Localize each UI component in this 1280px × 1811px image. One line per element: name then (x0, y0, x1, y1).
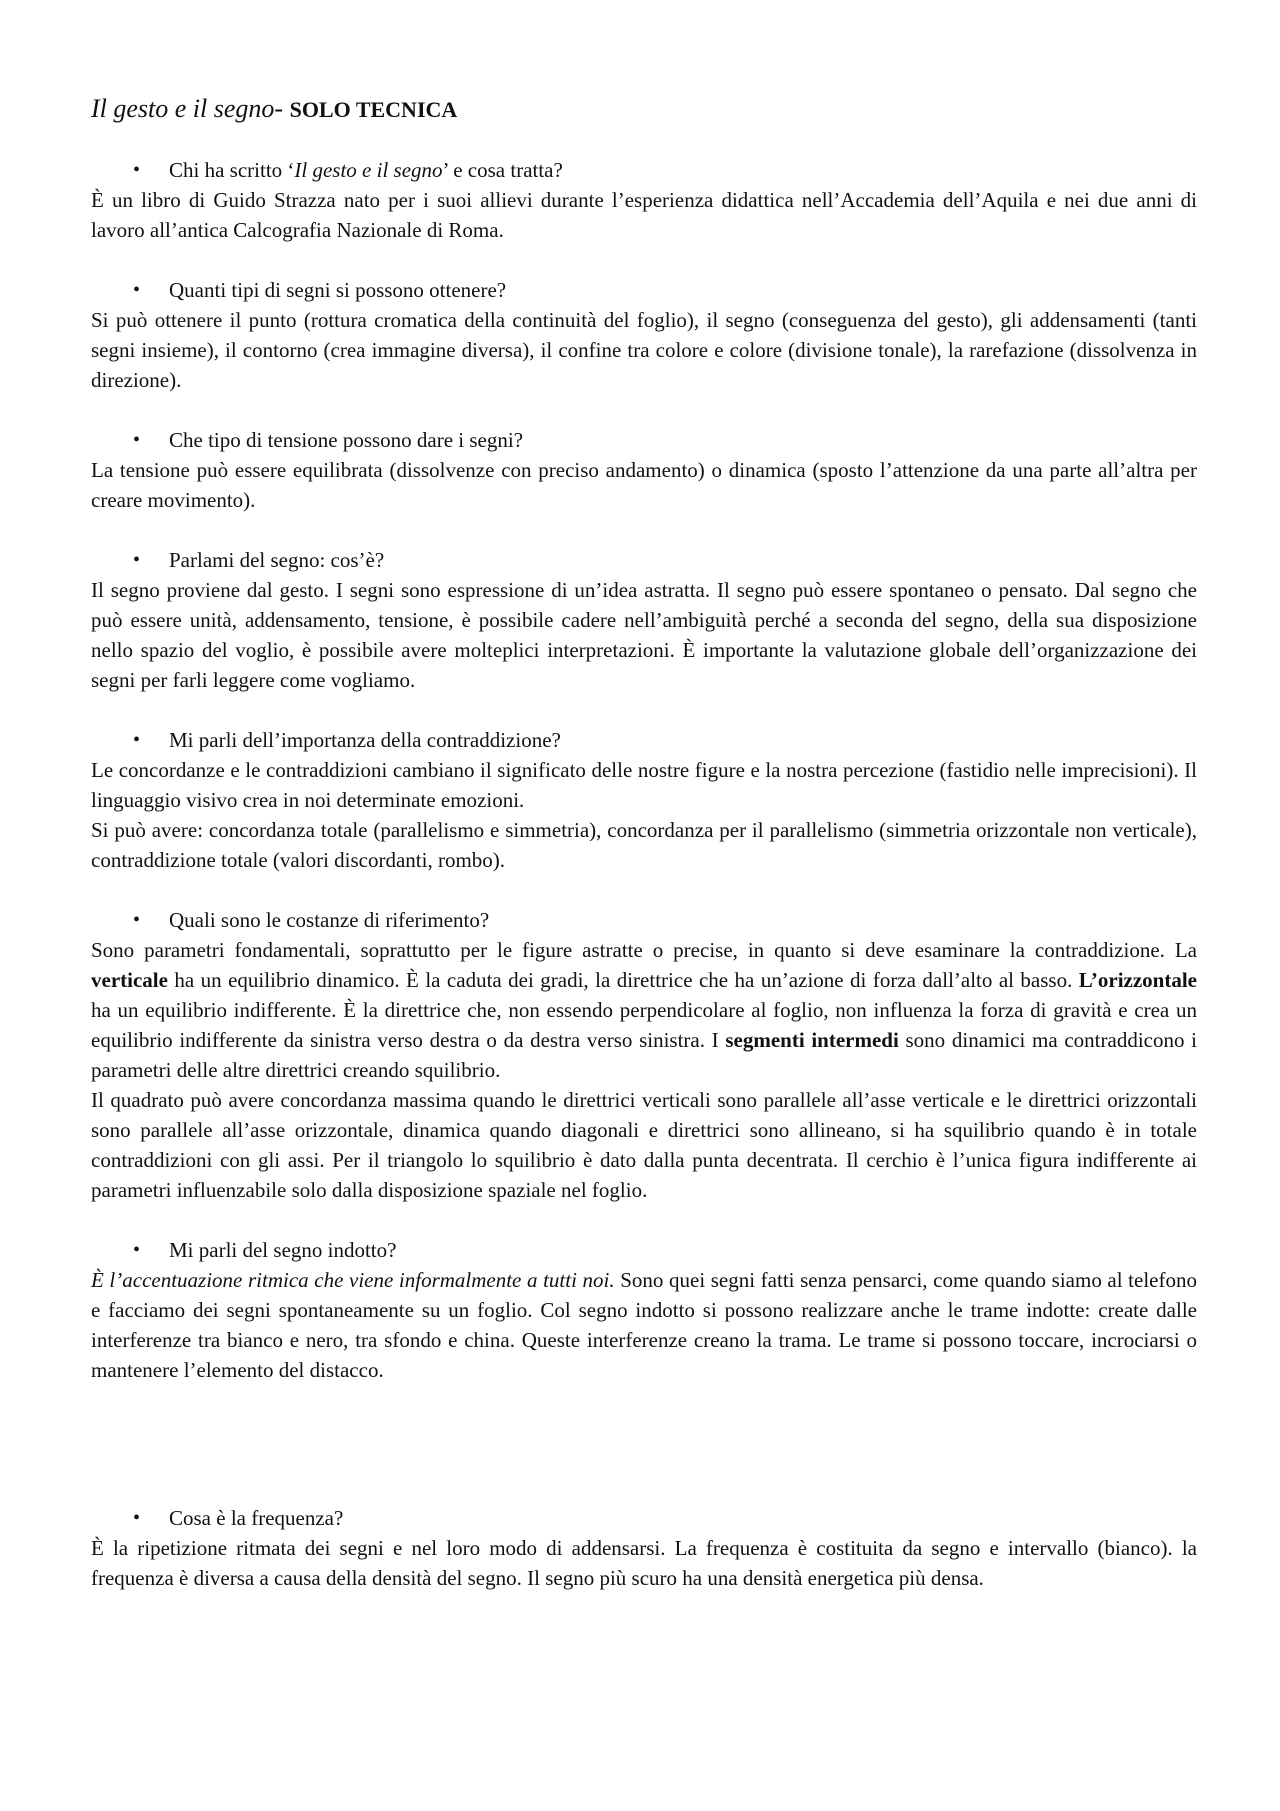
question-7 (91, 1235, 1197, 1265)
answer-text: Si può ottenere il punto (rottura cromatica della continuità del foglio), il segno (conseguenza del gesto), gli addensamenti (tanti segni insieme), il contorno (crea immagine diversa), il confine tra colore e colore (divisione tonale), la rarefazione (dissolvenza in direzione). (91, 308, 1197, 392)
question-text: ’ e cosa tratta? (442, 158, 563, 182)
question-6 (91, 905, 1197, 935)
qa-section-7 (91, 1235, 1197, 1385)
answer-5 (91, 755, 1197, 875)
question-2 (91, 275, 1197, 305)
answer-text: È la ripetizione ritmata dei segni e nel loro modo di addensarsi. La frequenza è costituita da segno e intervallo (bianco). la frequenza è diversa a causa della densità del segno. Il segno più scuro ha una densità energetica più densa. (91, 1536, 1197, 1590)
qa-section-6 (91, 905, 1197, 1205)
term-segmenti-intermedi: segmenti intermedi (725, 1028, 899, 1052)
answer-1 (91, 185, 1197, 245)
answer-text: Le concordanze e le contraddizioni cambiano il significato delle nostre figure e la nostra percezione (fastidio nelle imprecisioni). Il linguaggio visivo crea in noi determinate emozioni. (91, 758, 1197, 812)
answer-text: È un libro di Guido Strazza nato per i suoi allievi durante l’esperienza didattica nell’Accademia dell’Aquila e nei due anni di lavoro all’antica Calcografia Nazionale di Roma. (91, 188, 1197, 242)
answer-text: Il quadrato può avere concordanza massima quando le direttrici verticali sono parallele all’asse verticale e le direttrici orizzontali sono parallele all’asse orizzontale, dinamica quando diagonali e direttrici sono allineano, si ha squilibrio quando è in totale contraddizioni con gli assi. Per il triangolo lo squilibrio è dato dalla punta decentrata. Il cerchio è l’unica figura indifferente ai parametri influenzabile solo dalla disposizione spaziale nel foglio. (91, 1088, 1197, 1202)
answer-italic-definition: È l’accentuazione ritmica che viene informalmente a tutti noi. (91, 1268, 615, 1292)
question-1 (91, 155, 1197, 185)
answer-text: Si può avere: concordanza totale (parallelismo e simmetria), concordanza per il parallelismo (simmetria orizzontale non verticale), contraddizione totale (valori discordanti, rombo). (91, 818, 1197, 872)
answer-7 (91, 1265, 1197, 1385)
title-bold: SOLO TECNICA (289, 97, 458, 122)
answer-2 (91, 305, 1197, 395)
question-text: Mi parli dell’importanza della contraddizione? (169, 728, 561, 752)
question-text: Quali sono le costanze di riferimento? (169, 908, 490, 932)
question-4 (91, 545, 1197, 575)
qa-section-3 (91, 425, 1197, 515)
answer-text: Sono parametri fondamentali, soprattutto per le figure astratte o precise, in quanto si deve esaminare la contraddizione. La verticale ha un equilibrio dinamico. È la caduta dei gradi, la direttrice che ha un’azione di forza dall’alto al basso. L’orizzontale ha un equilibrio indifferente. È la direttrice che, non essendo perpendicolare al foglio, non influenza la forza di gravità e crea un equilibrio indifferente da sinistra verso destra o da destra verso sinistra. I segmenti intermedi sono dinamici ma contraddicono i parametri delle altre direttrici creando squilibrio. (91, 938, 1197, 1082)
question-8 (91, 1503, 1197, 1533)
bullet-icon: • (133, 159, 141, 181)
bullet-icon: • (133, 1239, 141, 1261)
question-text: Quanti tipi di segni si possono ottenere? (169, 278, 507, 302)
bullet-icon: • (133, 1507, 141, 1529)
question-5 (91, 725, 1197, 755)
bullet-icon: • (133, 909, 141, 931)
answer-6 (91, 935, 1197, 1205)
question-3 (91, 425, 1197, 455)
answer-text: È l’accentuazione ritmica che viene informalmente a tutti noi. Sono quei segni fatti senza pensarci, come quando siamo al telefono e facciamo dei segni spontaneamente su un foglio. Col segno indotto si possono realizzare anche le trame indotte: create dalle interferenze tra bianco e nero, tra sfondo e china. Queste interferenze creano la trama. Le trame si possono toccare, incrociarsi o mantenere l’elemento del distacco. (91, 1268, 1197, 1382)
bullet-icon: • (133, 279, 141, 301)
bullet-icon: • (133, 729, 141, 751)
question-text: Cosa è la frequenza? (169, 1506, 344, 1530)
qa-section-4 (91, 545, 1197, 695)
bullet-icon: • (133, 549, 141, 571)
qa-section-5 (91, 725, 1197, 875)
answer-text: Il segno proviene dal gesto. I segni sono espressione di un’idea astratta. Il segno può essere spontaneo o pensato. Dal segno che può essere unità, addensamento, tensione, è possibile cadere nell’ambiguità perché a seconda del segno, della sua disposizione nello spazio del voglio, è possibile avere molteplici interpretazioni. È importante la valutazione globale dell’organizzazione dei segni per farli leggere come vogliamo. (91, 578, 1197, 692)
document-page (91, 92, 1197, 1593)
answer-3 (91, 455, 1197, 515)
page-title (91, 92, 1197, 127)
answer-8 (91, 1533, 1197, 1593)
question-text: Parlami del segno: cos’è? (169, 548, 385, 572)
term-verticale: verticale (91, 968, 168, 992)
qa-section-8 (91, 1503, 1197, 1593)
qa-section-2 (91, 275, 1197, 395)
term-orizzontale: L’orizzontale (1078, 968, 1197, 992)
title-italic: Il gesto e il segno- (91, 94, 284, 123)
question-text: Che tipo di tensione possono dare i segni? (169, 428, 524, 452)
question-text: Mi parli del segno indotto? (169, 1238, 397, 1262)
bullet-icon: • (133, 429, 141, 451)
qa-section-1 (91, 155, 1197, 245)
answer-text: La tensione può essere equilibrata (dissolvenze con preciso andamento) o dinamica (sposto l’attenzione da una parte all’altra per creare movimento). (91, 458, 1197, 512)
answer-4 (91, 575, 1197, 695)
question-book-title: Il gesto e il segno (294, 158, 443, 182)
question-text: Chi ha scritto ‘ (169, 158, 295, 182)
